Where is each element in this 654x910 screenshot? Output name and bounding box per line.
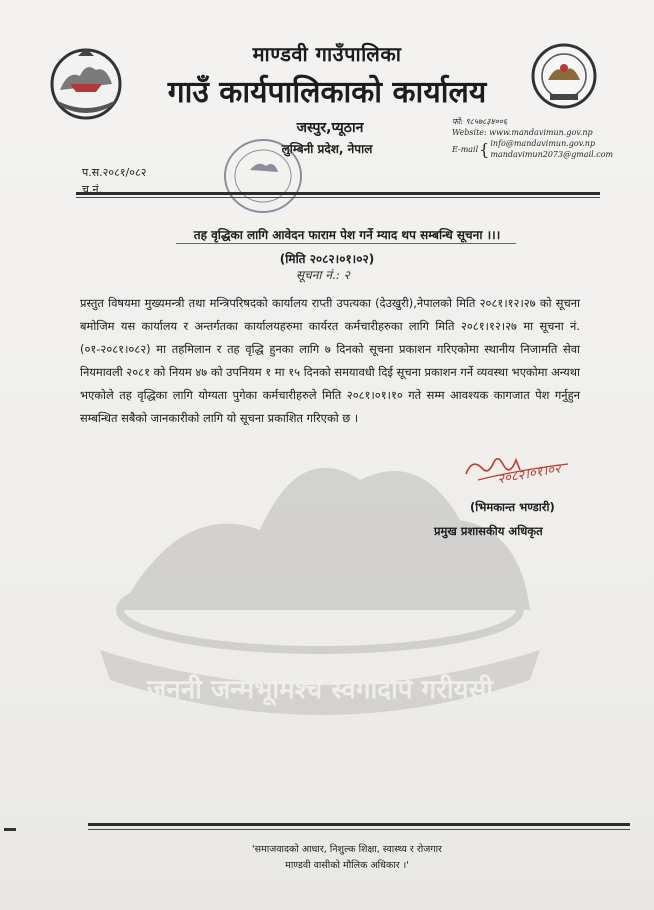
national-emblem-watermark (60, 380, 580, 740)
brace-icon: { (479, 139, 490, 159)
footer-divider-thin (88, 829, 630, 830)
footer-slogan-line-1: 'समाजवादको आधार, निशुल्क शिक्षा, स्वास्थ्य र रोजगार (252, 844, 442, 855)
edge-mark (4, 828, 16, 831)
office-province: लुम्बिनी प्रदेश, नेपाल (281, 142, 373, 156)
office-name: गाउँ कार्यपालिकाको कार्यालय (167, 75, 487, 110)
letter-number: प.स.२०८१/०८२ (82, 166, 147, 179)
contact-email-1: info@mandavimun.gov.np (490, 139, 596, 148)
notice-date: (मिति २०८२।०१।०२) (279, 252, 375, 266)
signature-mark (458, 440, 578, 490)
notice-number: सूचना नं.: २ (296, 268, 350, 282)
signature-date: २०८२।०१।०२ (496, 461, 562, 488)
municipality-name: माण्डवी गाउँपालिका (252, 42, 402, 66)
notice-body: प्रस्तुत विषयमा मुख्यमन्त्री तथा मन्त्रिपरिषदको कार्यालय राप्ती उपत्यका (देउखुरी),नेपालको मिति २०८१।१२।२७ को सूचना बमोजिम यस कार्यालय र अन्तर्गतका कार्यालयहरुमा कार्यरत कर्मचारीहरुका लागि मिति २०८१।१२।२७ मा सूचना नं.(०१-२०८१।०८२) मा तहमिलान र तह वृद्धि हुनका लागि ७ दिनको सूचना प्रकाशन गरिएकोमा स्थानीय निजामति सेवा नियमावली २०८१ को नियम ४७ को उपनियम १ मा १५ दिनको समयावधी दिई सूचना प्रकाशन गर्ने व्यवस्था भएकोमा अन्यथा भएकोले तह वृद्धिका लागि योग्यता पुगेका कर्मचारीहरुले मिति २०८१।०१।१० गते सम्म आवश्यक कागजात पेश गर्नुहुन सम्बन्धित सबैको जानकारीको लागि यो सूचना प्रकाशित गरिएको छ । (80, 296, 580, 425)
contact-email-2: mandavimun2073@gmail.com (490, 150, 614, 159)
contact-block (452, 116, 613, 160)
signatory-name: (भिमकान्त भण्डारी) (470, 500, 555, 514)
contact-email-row (452, 138, 613, 160)
footer-slogan (0, 842, 654, 874)
header-divider (76, 192, 600, 195)
contact-website: Website: www.mandavimun.gov.np (452, 128, 593, 137)
footer-divider (88, 823, 630, 826)
office-stamp-icon (222, 136, 304, 216)
footer-slogan-line-2: माण्डवी वासीको मौलिक अधिकार ।' (285, 860, 409, 871)
office-location: जस्पुर,प्यूठान (296, 120, 364, 136)
notice-subject: तह वृद्धिका लागि आवेदन फाराम पेश गर्ने म्याद थप सम्बन्धि सूचना ।।। (193, 228, 501, 242)
contact-phone: फो: ९८५७८३४००६ (452, 117, 508, 126)
header-divider-thin (76, 197, 600, 198)
signatory-title: प्रमुख प्रशासकीय अधिकृत (434, 524, 543, 538)
dispatch-number: च.नं. (82, 183, 103, 196)
contact-email-label: E-mail (452, 144, 479, 154)
subject-underline (176, 243, 516, 244)
watermark-motto: जननी जन्मभूमिश्च स्वर्गादपि गरीयसी (147, 675, 493, 705)
